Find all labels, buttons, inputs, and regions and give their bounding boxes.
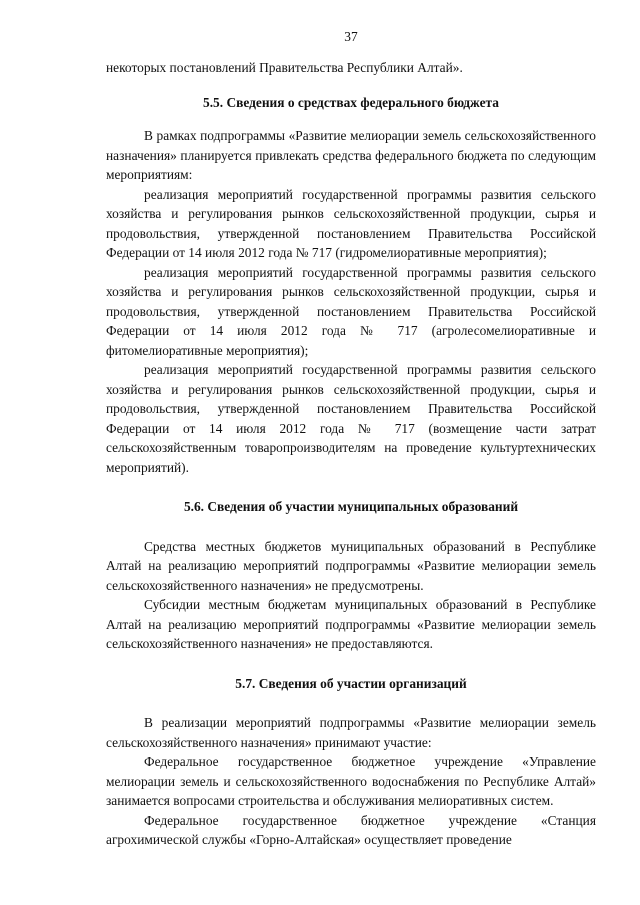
section-5-5-paragraph-1: В рамках подпрограммы «Развитие мелиорации земель сельскохозяйственного назначения» планируется привлекать средства федерального бюджета по следующим мероприятиям: <box>106 128 596 182</box>
section-5-6-title: 5.6. Сведения об участии муниципальных образований <box>183 499 519 514</box>
document-page <box>106 28 596 850</box>
section-5-7-paragraph-2: Федеральное государственное бюджетное учреждение «Управление мелиорации земель и сельскохозяйственного водоснабжения по Республике Алтай» занимается вопросами строительства и обслуживания мелиоративных систем. <box>106 754 596 808</box>
section-5-5-paragraph-4: реализация мероприятий государственной программы развития сельского хозяйства и регулирования рынков сельскохозяйственной продукции, сырья и продовольствия, утвержденной постановлением Правительства Российской Федерации от 14 июля 2012 года № 717 (возмещение части затрат сельскохозяйственным товаропроизводителям на проведение культуртехнических мероприятий). <box>106 362 596 475</box>
page-number: 37 <box>344 29 358 44</box>
section-5-6-paragraph-2: Субсидии местным бюджетам муниципальных образований в Республике Алтай на реализацию мероприятий подпрограммы «Развитие мелиорации земель сельскохозяйственного назначения» не предоставляются. <box>106 597 596 651</box>
intro-line: некоторых постановлений Правительства Республики Алтай». <box>106 60 463 75</box>
section-5-5-paragraph-2: реализация мероприятий государственной программы развития сельского хозяйства и регулирования рынков сельскохозяйственной продукции, сырья и продовольствия, утвержденной постановлением Правительства Российской Федерации от 14 июля 2012 года № 717 (гидромелиоративные мероприятия); <box>106 186 596 260</box>
section-5-7-paragraph-1: В реализации мероприятий подпрограммы «Развитие мелиорации земель сельскохозяйственного назначения» принимают участие: <box>106 715 596 750</box>
section-5-5-title: 5.5. Сведения о средствах федерального бюджета <box>203 94 499 110</box>
section-5-6-paragraph-1: Средства местных бюджетов муниципальных образований в Республике Алтай на реализацию мероприятий подпрограммы «Развитие мелиорации земель сельскохозяйственного назначения» не предусмотрены. <box>106 538 596 593</box>
section-5-7-title: 5.7. Сведения об участии организаций <box>235 675 467 691</box>
section-5-7-paragraph-3: Федеральное государственное бюджетное учреждение «Станция агрохимической службы «Горно-Алтайская» осуществляет проведение <box>106 812 596 847</box>
section-5-5-paragraph-3: реализация мероприятий государственной программы развития сельского хозяйства и регулирования рынков сельскохозяйственной продукции, сырья и продовольствия, утвержденной постановлением Правительства Российской Федерации от 14 июля 2012 года № 717 (агролесомелиоративные и фитомелиоративные мероприятия); <box>106 264 596 358</box>
